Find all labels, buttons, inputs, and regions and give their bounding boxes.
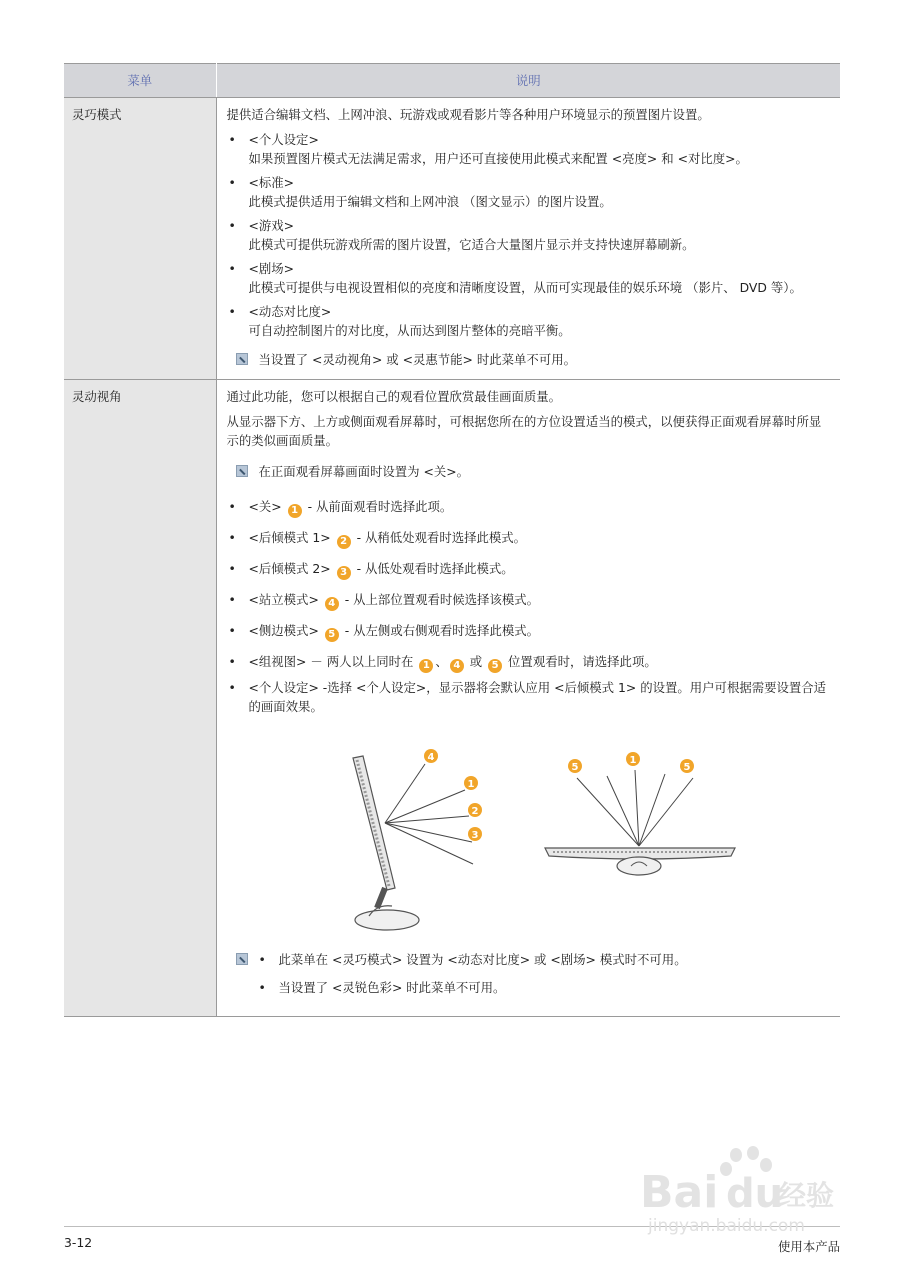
option-label: <站立模式> bbox=[248, 592, 319, 607]
mode-desc: 可自动控制图片的对比度，从而达到图片整体的亮暗平衡。 bbox=[248, 323, 571, 338]
header-description: 说明 bbox=[216, 64, 840, 98]
mode-title: • <动态对比度> bbox=[248, 304, 332, 319]
option-desc: - 从上部位置观看时候选择该模式。 bbox=[344, 592, 540, 607]
mode-title: • <个人设定> bbox=[248, 132, 319, 147]
option-desc: - 从前面观看时选择此项。 bbox=[307, 499, 453, 514]
list-item bbox=[227, 559, 832, 580]
figure-label: 2 bbox=[471, 806, 478, 817]
personal-desc: <个人设定> -选择 <个人设定>，显示器将会默认应用 <后倾模式 1> 的设置。用户可根据需要设置合适的画面效果。 bbox=[248, 680, 827, 714]
mode-desc: 此模式可提供与电视设置相似的亮度和清晰度设置，从而可实现最佳的娱乐环境 （影片、 DVD 等）。 bbox=[248, 280, 802, 295]
note-icon bbox=[236, 465, 248, 477]
watermark-url: jingyan.baidu.com bbox=[648, 1216, 805, 1235]
number-badge: 5 bbox=[325, 628, 339, 642]
option-label: <后倾模式 2> bbox=[248, 561, 331, 576]
mode-title: • <剧场> bbox=[248, 261, 295, 276]
figure-label: 1 bbox=[629, 755, 636, 766]
note-text: 在正面观看屏幕画面时设置为 <关>。 bbox=[258, 464, 470, 479]
option-desc: - 从左侧或右侧观看时选择此模式。 bbox=[344, 623, 540, 638]
option-label: <后倾模式 1> bbox=[248, 530, 331, 545]
mode-list bbox=[227, 130, 832, 340]
number-badge: 1 bbox=[419, 659, 433, 673]
table-row bbox=[64, 98, 840, 380]
list-item bbox=[227, 652, 832, 673]
note bbox=[227, 462, 832, 481]
side-view-monitor bbox=[353, 756, 419, 930]
list-item bbox=[227, 130, 832, 168]
number-badge: 4 bbox=[450, 659, 464, 673]
list-item bbox=[227, 678, 832, 716]
table-row bbox=[64, 380, 840, 1017]
watermark-text: 经验 bbox=[778, 1179, 835, 1212]
list-item: • 当设置了 <灵锐色彩> 时此菜单不可用。 bbox=[259, 978, 832, 997]
option-label: <关> bbox=[248, 499, 282, 514]
list-item bbox=[227, 173, 832, 211]
note bbox=[227, 950, 832, 997]
note-text: 当设置了 <灵动视角> 或 <灵惠节能> 时此菜单不可用。 bbox=[258, 352, 576, 367]
group-prefix: <组视图> － 两人以上同时在 bbox=[248, 654, 414, 669]
magic-bright-intro: 提供适合编辑文档、上网冲浪、玩游戏或观看影片等各种用户环境显示的预置图片设置。 bbox=[226, 107, 710, 122]
figure-label: 4 bbox=[427, 752, 434, 763]
list-item bbox=[227, 497, 832, 518]
menu-name-magic-bright: 灵巧模式 bbox=[64, 98, 216, 380]
option-desc: - 从低处观看时选择此模式。 bbox=[356, 561, 514, 576]
list-item: • 此菜单在 <灵巧模式> 设置为 <动态对比度> 或 <剧场> 模式时不可用。 bbox=[259, 950, 832, 969]
watermark-logo bbox=[640, 1145, 850, 1235]
viewing-angle-diagram bbox=[227, 738, 831, 938]
mode-title: • <标准> bbox=[248, 175, 295, 190]
list-item bbox=[227, 216, 832, 254]
footer-section: 使用本产品 bbox=[778, 1239, 840, 1254]
list-item bbox=[227, 528, 832, 549]
list-item bbox=[227, 590, 832, 611]
viewing-angle-figure bbox=[227, 738, 832, 938]
mode-desc: 如果预置图片模式无法满足需求，用户还可直接使用此模式来配置 <亮度> 和 <对比度>。 bbox=[248, 151, 748, 166]
top-view-labels bbox=[568, 752, 694, 773]
note-icon bbox=[236, 953, 248, 965]
number-badge: 4 bbox=[325, 597, 339, 611]
watermark-text: du bbox=[726, 1171, 784, 1217]
list-item bbox=[227, 302, 832, 340]
option-desc: - 从稍低处观看时选择此模式。 bbox=[356, 530, 527, 545]
number-badge: 2 bbox=[337, 535, 351, 549]
mode-desc: 此模式提供适用于编辑文档和上网冲浪 （图文显示）的图片设置。 bbox=[248, 194, 612, 209]
menu-name-magic-angle: 灵动视角 bbox=[64, 380, 216, 1017]
figure-label: 5 bbox=[571, 762, 578, 773]
note-icon bbox=[236, 353, 248, 365]
list-item bbox=[227, 259, 832, 297]
figure-label: 5 bbox=[683, 762, 690, 773]
magic-angle-intro-2: 从显示器下方、上方或侧面观看屏幕时，可根据您所在的方位设置适当的模式，以便获得正面观看屏幕时所显示的类似画面质量。 bbox=[226, 414, 822, 448]
page-number: 3-12 bbox=[64, 1235, 93, 1250]
note-list bbox=[259, 950, 832, 997]
side-view-lines bbox=[385, 764, 473, 864]
option-label: <侧边模式> bbox=[248, 623, 319, 638]
magic-angle-intro: 通过此功能，您可以根据自己的观看位置欣赏最佳画面质量。 bbox=[226, 389, 562, 404]
mode-desc: 此模式可提供玩游戏所需的图片设置，它适合大量图片显示并支持快速屏幕刷新。 bbox=[248, 237, 695, 252]
figure-label: 3 bbox=[471, 830, 478, 841]
note bbox=[227, 350, 832, 369]
group-separator: 、 bbox=[435, 654, 448, 669]
number-badge: 3 bbox=[337, 566, 351, 580]
description-cell bbox=[216, 380, 840, 1017]
top-view-monitor bbox=[545, 848, 735, 875]
menu-table bbox=[64, 63, 840, 1017]
angle-mode-list bbox=[227, 497, 832, 716]
number-badge: 5 bbox=[488, 659, 502, 673]
mode-title: • <游戏> bbox=[248, 218, 295, 233]
figure-label: 1 bbox=[467, 779, 474, 790]
header-menu: 菜单 bbox=[64, 64, 216, 98]
top-view-lines bbox=[577, 770, 693, 846]
list-item bbox=[227, 621, 832, 642]
description-cell bbox=[216, 98, 840, 380]
group-or: 或 bbox=[469, 654, 483, 669]
number-badge: 1 bbox=[288, 504, 302, 518]
group-suffix: 位置观看时，请选择此项。 bbox=[508, 654, 657, 669]
watermark-text: Bai bbox=[640, 1167, 719, 1218]
